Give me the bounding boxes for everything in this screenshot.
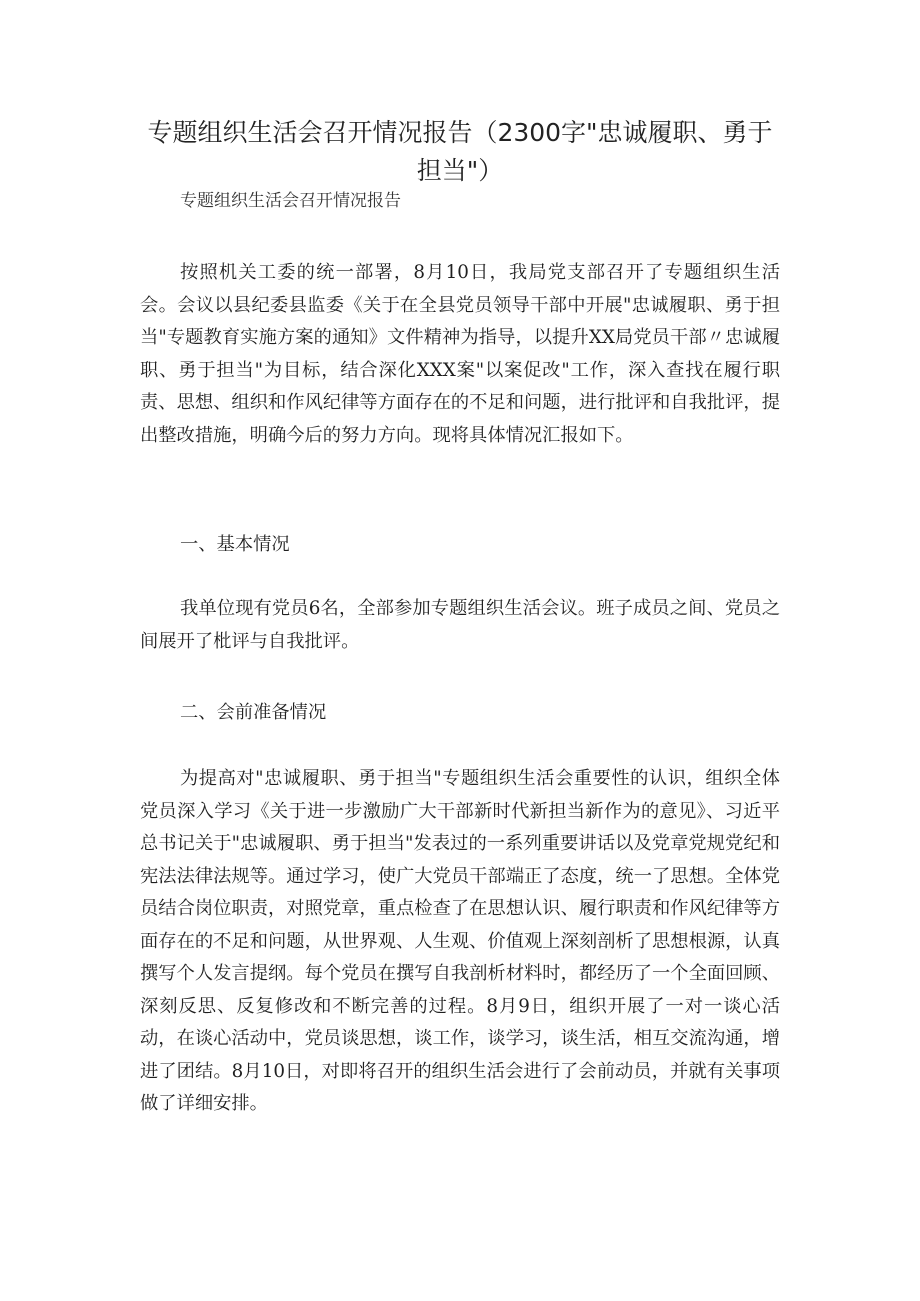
section-1-heading: 一、基本情况 [180, 534, 290, 555]
section-2-heading: 二、会前准备情况 [180, 702, 327, 723]
section-1-paragraph: 我单位现有党员6名，全部参加专题组织生活会议。班子成员之间、党员之间展开了枇评与自我批评。 [140, 598, 780, 652]
section-2-paragraph: 为提高对"忠诚履职、勇于担当"专题组织生活会重要性的认识，组织全体党员深入学习《关于进一步激励广大干部新时代新担当新作为的意见》、习近平总书记关于"忠诚履职、勇于担当"发表过的一系列重要讲话以及党章党规党纪和宪法法律法规等。通过学习，使广大党员干部端正了态度，统一了思想。全体党员结合岗位职责，对照党章，重点检查了在思想认识、履行职责和作风纪律等方面存在的不足和问题，从世界观、人生观、价值观上深刻剖析了思想根源，认真撰写个人发言提纲。每个党员在撰写自我剖析材料时，都经历了一个全面回顾、深刻反思、反复修改和不断完善的过程。8月9日，组织开展了一对一谈心活动，在谈心活动中，党员谈思想，谈工作，谈学习，谈生活，相互交流沟通，增进了团结。8月10日，对即将召开的组织生活会进行了会前动员，并就有关事项做了详细安排。 [140, 768, 780, 1114]
document-subtitle: 专题组织生活会召开情况报告 [180, 191, 401, 211]
intro-paragraph: 按照机关工委的统一部署，8月10日，我局党支部召开了专题组织生活会。会议以县纪委县监委《关于在全县党员领导干部中开展"忠诚履职、勇于担当"专题教育实施方案的通知》文件精神为指导，以提升XX局党员干部〃忠诚履职、勇于担当"为目标，结合深化XXX案"以案促改"工作，深入查找在履行职责、思想、组织和作风纪律等方面存在的不足和问题，进行批评和自我批评，提出整改措施，明确今后的努力方向。现将具体情况汇报如下。 [140, 262, 780, 446]
document-title: 专题组织生活会召开情况报告（2300字"忠诚履职、勇于担当"） [147, 118, 773, 185]
